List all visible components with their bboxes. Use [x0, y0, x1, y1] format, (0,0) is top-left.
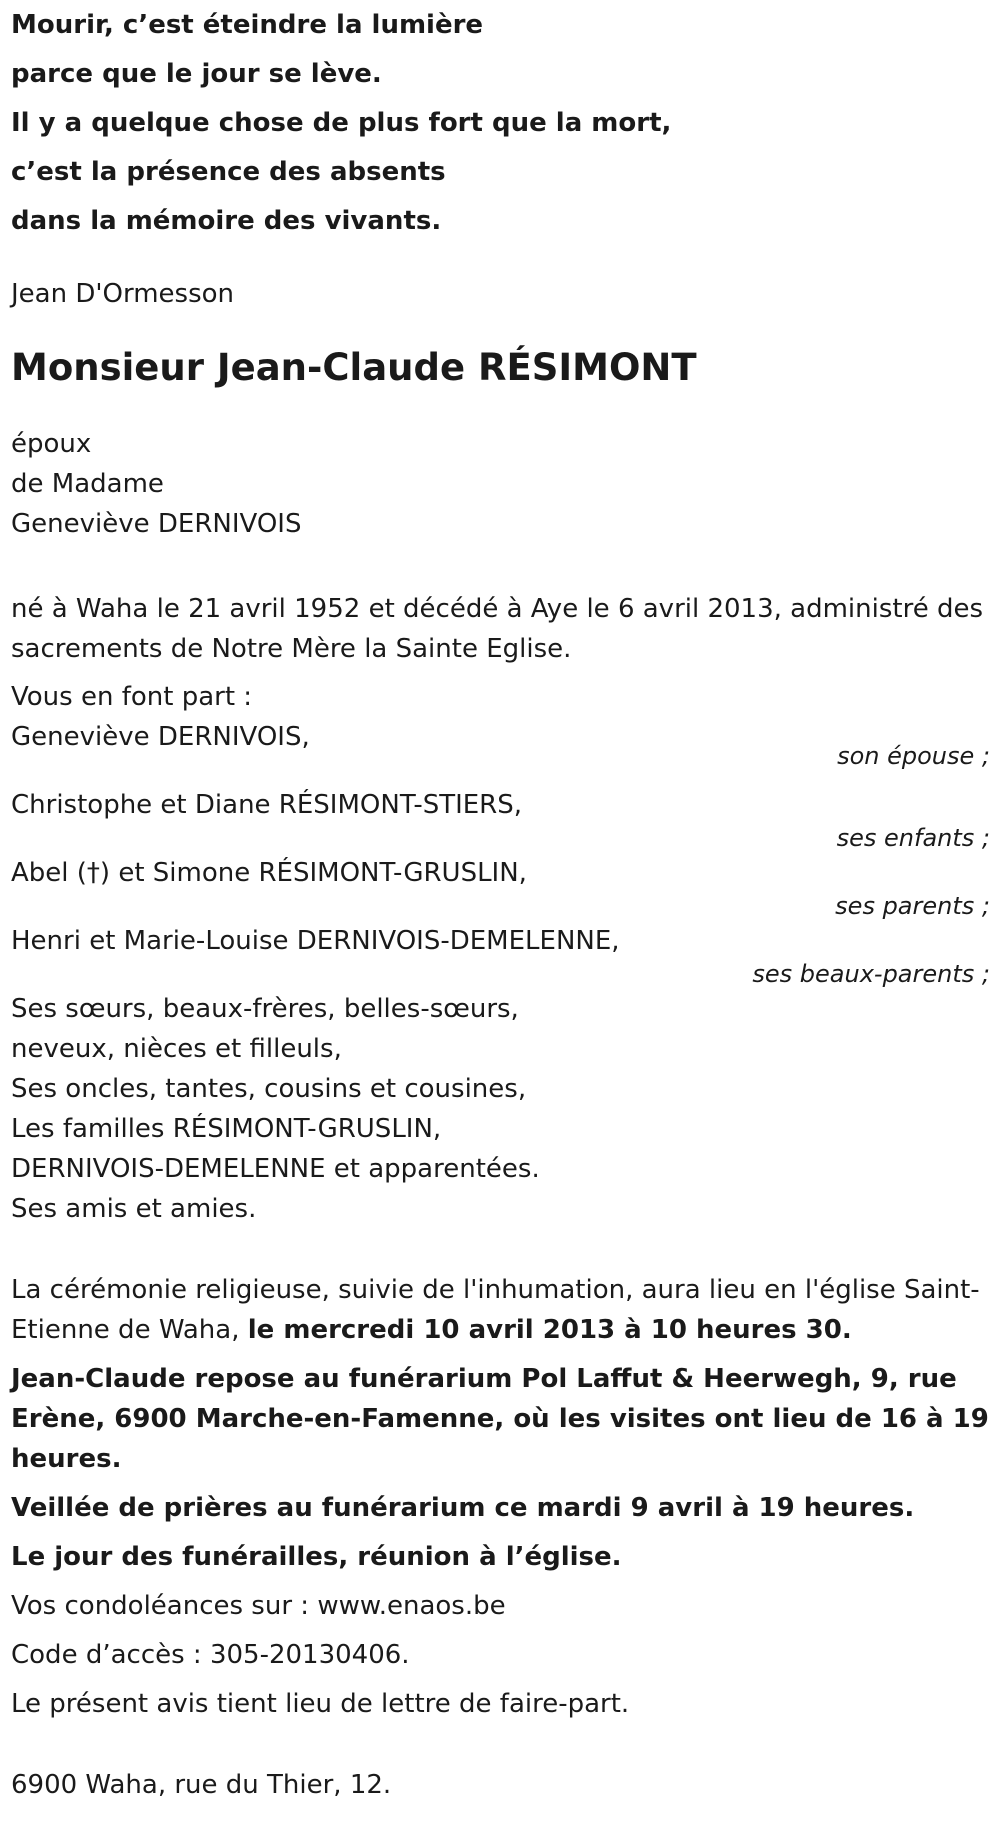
poem-author: Jean D'Ormesson [11, 279, 235, 309]
access-code-text: Code d’accès : 305-20130406. [11, 1640, 410, 1670]
poem-line: c’est la présence des absents [11, 157, 446, 187]
vigil-text: Veillée de prières au funérarium ce mardi 9 avril à 19 heures. [11, 1493, 915, 1523]
relatives-line: Ses amis et amies. [11, 1194, 257, 1224]
family-role: son épouse ; [837, 742, 990, 770]
poem-line: Mourir, c’est éteindre la lumière [11, 10, 484, 40]
funerarium-text: Jean-Claude repose au funérarium Pol Laffut & Heerwegh, 9, rue Erène, 6900 Marche-en-Famenne, où les visites ont lieu de 16 à 19 heures. [11, 1364, 989, 1474]
family-role: ses parents ; [835, 892, 990, 920]
ceremony-date: le mercredi 10 avril 2013 à 10 heures 30. [247, 1315, 852, 1345]
family-role: ses beaux-parents ; [752, 960, 990, 988]
announce-text: Vous en font part : [11, 682, 253, 712]
poem [11, 1, 991, 246]
spouse-line: époux [11, 429, 92, 459]
family-entry [11, 921, 991, 988]
meeting-text: Le jour des funérailles, réunion à l’église. [11, 1542, 622, 1572]
spouse-block [11, 424, 991, 544]
deceased-title: Monsieur Jean-Claude RÉSIMONT [11, 346, 697, 389]
family-name: Christophe et Diane RÉSIMONT-STIERS, [11, 790, 523, 820]
family-name: Henri et Marie-Louise DERNIVOIS-DEMELENNE, [11, 926, 620, 956]
notice-text: Le présent avis tient lieu de lettre de faire-part. [11, 1689, 630, 1719]
family-name: Abel (†) et Simone RÉSIMONT-GRUSLIN, [11, 858, 527, 888]
poem-line: Il y a quelque chose de plus fort que la mort, [11, 108, 672, 138]
family-list [11, 717, 991, 988]
poem-line: dans la mémoire des vivants. [11, 206, 442, 236]
obituary-page [11, 0, 991, 1805]
spouse-line: de Madame [11, 469, 164, 499]
relatives-line: DERNIVOIS-DEMELENNE et apparentées. [11, 1154, 540, 1184]
relatives-line: neveux, nièces et filleuls, [11, 1034, 342, 1064]
ceremony-plain: La cérémonie religieuse, suivie de l'inhumation, aura lieu en l'église Saint-Etienne de Waha, [11, 1275, 980, 1345]
poem-line: parce que le jour se lève. [11, 59, 382, 89]
relatives-line: Les familles RÉSIMONT-GRUSLIN, [11, 1114, 442, 1144]
birth-death-text: né à Waha le 21 avril 1952 et décédé à Aye le 6 avril 2013, administré des sacrements de Notre Mère la Sainte Eglise. [11, 594, 984, 664]
condolences-text: Vos condoléances sur : www.enaos.be [11, 1591, 506, 1621]
family-role: ses enfants ; [836, 824, 990, 852]
family-entry [11, 717, 991, 771]
family-entry [11, 785, 991, 852]
ceremony-text [11, 1270, 991, 1350]
address-text: 6900 Waha, rue du Thier, 12. [11, 1770, 392, 1800]
relatives-block [11, 989, 991, 1229]
family-name: Geneviève DERNIVOIS, [11, 722, 310, 752]
relatives-line: Ses oncles, tantes, cousins et cousines, [11, 1074, 527, 1104]
family-entry [11, 853, 991, 920]
spouse-line: Geneviève DERNIVOIS [11, 509, 302, 539]
relatives-line: Ses sœurs, beaux-frères, belles-sœurs, [11, 994, 519, 1024]
